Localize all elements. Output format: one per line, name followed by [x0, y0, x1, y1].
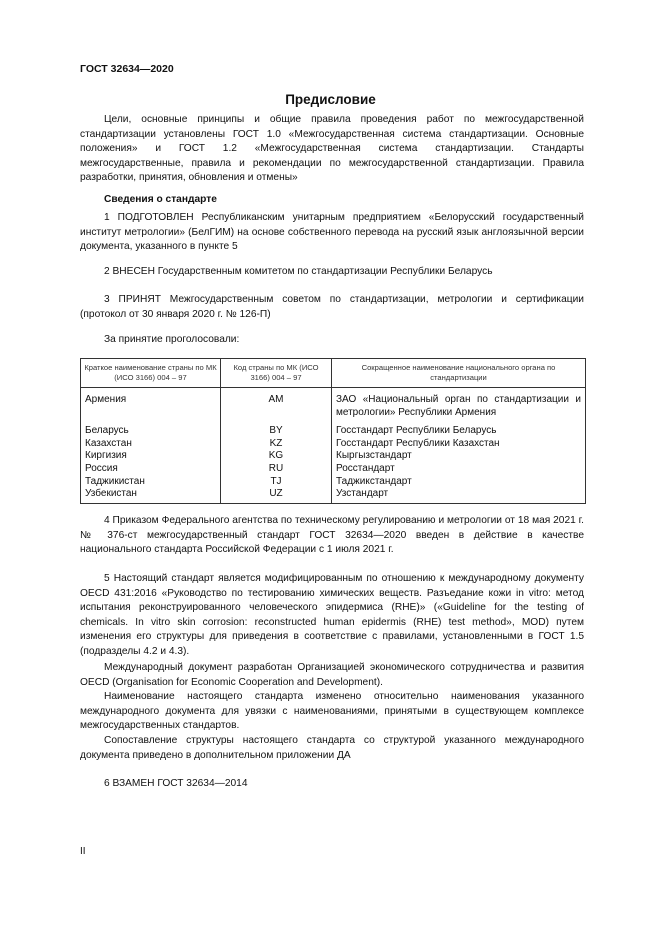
code-cell: RU — [221, 463, 332, 476]
paragraph-5: 5 Настоящий стандарт является модифицированным по отношению к международному документу OECD 431:2016 «Руководство по тестированию химических веществ. Разъедание кожи in vitro: метод испытания реконструированного человеческого эпидермиса (RHE)» («Guideline for the testing of chemicals. In vitro skin corrosion: reconstructed human epidermis (RHE) test method», MOD) путем изменения его структуры для приведения в соответствие с правилами, установленными в ГОСТ 1.5 (подразделы 4.2 и 4.3). — [80, 573, 584, 657]
code-cell: KZ — [221, 438, 332, 451]
paragraph-5-note-2: Наименование настоящего стандарта изменено относительно наименования указанного международного документа для увязки с наименованиями, принятыми в существующем комплексе межгосударственных стандартов. — [80, 691, 584, 732]
table-header-country: Краткое наименование страны по МК (ИСО 3166) 004 – 97 — [81, 359, 221, 388]
voting-table — [80, 358, 586, 504]
country-cell: Узбекистан — [81, 488, 221, 503]
paragraph-6: 6 ВЗАМЕН ГОСТ 32634—2014 — [104, 778, 248, 789]
section-subheading: Сведения о стандарте — [104, 194, 217, 205]
code-cell: KG — [221, 450, 332, 463]
code-cell: BY — [221, 425, 332, 438]
vote-intro: За принятие проголосовали: — [104, 334, 240, 345]
page-number: II — [80, 846, 86, 857]
org-cell: Таджикстандарт — [332, 476, 586, 489]
code-cell: UZ — [221, 488, 332, 503]
table-header-org: Сокращенное наименование национального органа по стандартизации — [332, 359, 586, 388]
table-row — [81, 425, 586, 438]
table-row — [81, 488, 586, 503]
table-row — [81, 438, 586, 451]
country-cell: Россия — [81, 463, 221, 476]
code-cell: AM — [221, 388, 332, 426]
country-cell: Армения — [81, 388, 221, 426]
country-cell: Таджикистан — [81, 476, 221, 489]
org-cell: Госстандарт Республики Беларусь — [332, 425, 586, 438]
country-cell: Киргизия — [81, 450, 221, 463]
org-cell: Узстандарт — [332, 488, 586, 503]
country-cell: Беларусь — [81, 425, 221, 438]
table-header-code: Код страны по МК (ИСО 3166) 004 – 97 — [221, 359, 332, 388]
org-cell: ЗАО «Национальный орган по стандартизации и метрологии» Республики Армения — [332, 388, 586, 426]
org-cell: Госстандарт Республики Казахстан — [332, 438, 586, 451]
org-cell: Росстандарт — [332, 463, 586, 476]
paragraph-3: 3 ПРИНЯТ Межгосударственным советом по стандартизации, метрологии и сертификации (протокол от 30 января 2020 г. № 126-П) — [80, 294, 584, 320]
paragraph-5-note-1: Международный документ разработан Организацией экономического сотрудничества и развития OECD (Organisation for Economic Cooperation and Development). — [80, 662, 584, 688]
paragraph-1: 1 ПОДГОТОВЛЕН Республиканским унитарным предприятием «Белорусский государственный институт метрологии» (БелГИМ) на основе собственного перевода на русский язык англоязычной версии документа, указанного в пункте 5 — [80, 212, 584, 253]
table-row — [81, 450, 586, 463]
org-cell: Кыргызстандарт — [332, 450, 586, 463]
table-row — [81, 476, 586, 489]
country-cell: Казахстан — [81, 438, 221, 451]
code-cell: TJ — [221, 476, 332, 489]
table-header-row — [81, 359, 586, 388]
table-row — [81, 388, 586, 426]
paragraph-5-note-3: Сопоставление структуры настоящего стандарта со структурой указанного международного документа приведено в дополнительном приложении ДА — [80, 735, 584, 761]
paragraph-2: 2 ВНЕСЕН Государственным комитетом по стандартизации Республики Беларусь — [104, 266, 493, 277]
paragraph-4: 4 Приказом Федерального агентства по техническому регулированию и метрологии от 18 мая 2021 г. № 376-ст межгосударственный стандарт ГОСТ 32634—2020 введен в действие в качестве национального стандарта Российской Федерации с 1 июля 2021 г. — [80, 515, 584, 556]
page-title: Предисловие — [285, 92, 376, 107]
intro-paragraph: Цели, основные принципы и общие правила проведения работ по межгосударственной стандартизации установлены ГОСТ 1.0 «Межгосударственная система стандартизации. Основные положения» и ГОСТ 1.2 «Межгосударственная система стандартизации. Стандарты межгосударственные, правила и рекомендации по межгосударственной стандартизации. Правила разработки, принятия, обновления и отмены» — [80, 114, 584, 184]
table-row — [81, 463, 586, 476]
document-code: ГОСТ 32634—2020 — [80, 63, 174, 75]
